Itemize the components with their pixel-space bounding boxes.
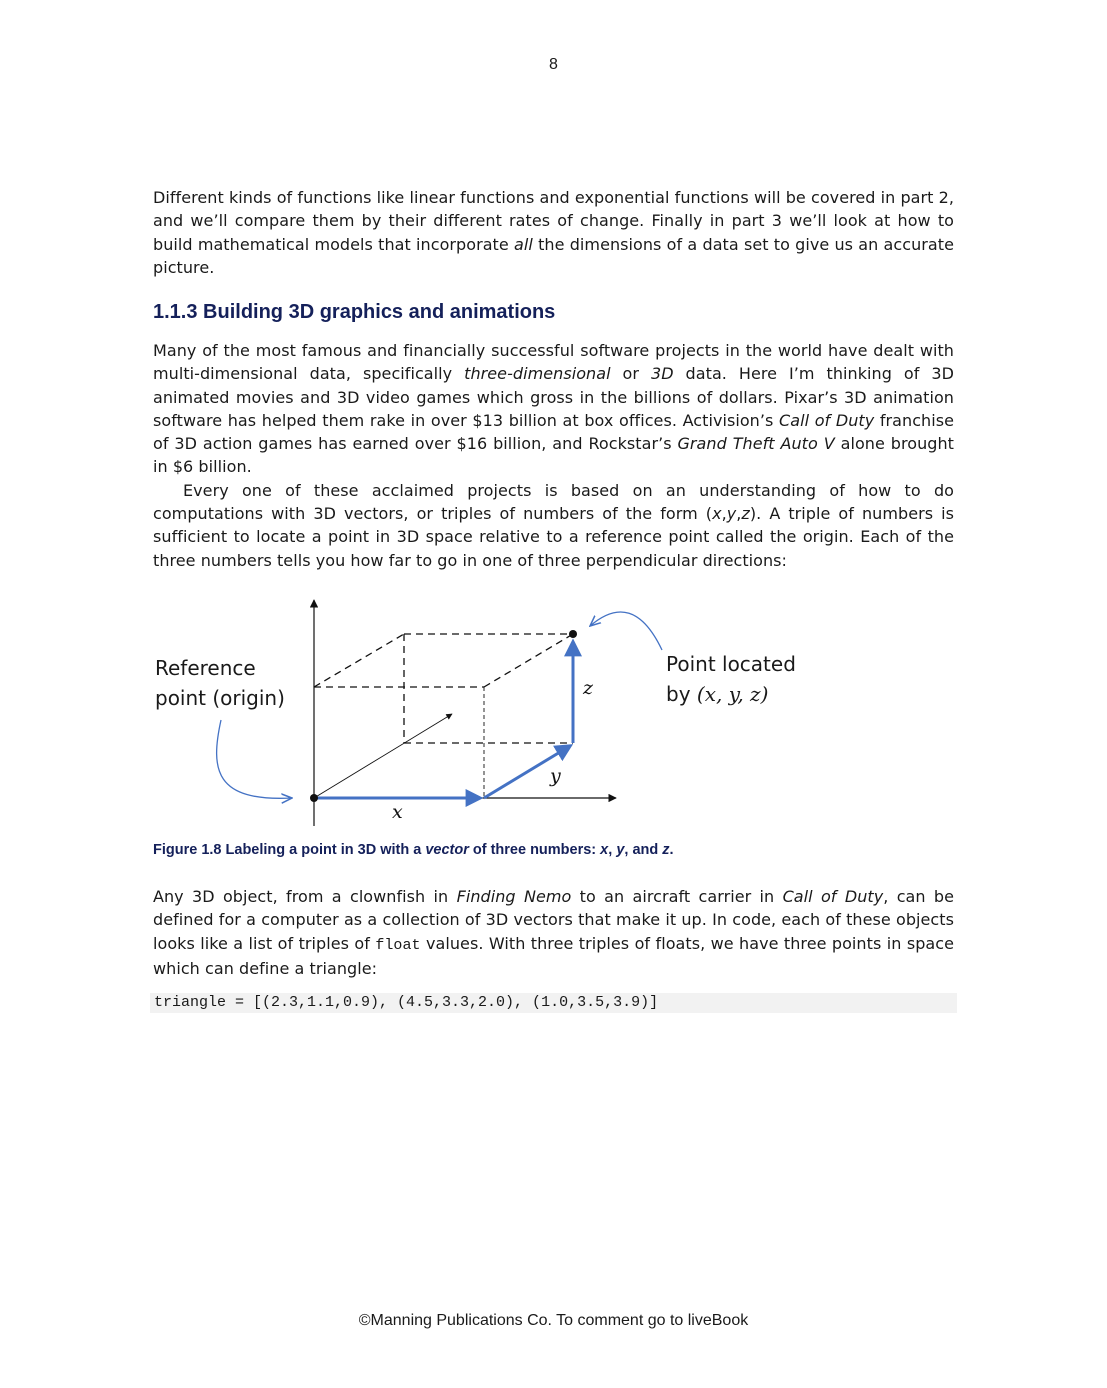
origin-pointer-arrow: [217, 720, 292, 798]
section-heading: 1.1.3 Building 3D graphics and animations: [153, 301, 556, 323]
origin-dot: [310, 794, 318, 802]
paragraph-software-projects: Many of the most famous and financially successful software projects in the world have dealt with multi-dimensional data, specifically three-dimensional or 3D data. Here I’m thinking of 3D animated movies and 3D video games which gross in the billions of dollars. Pixar’s 3D animation software has helped them rake in over $13 billion at box offices. Activision’s Call of Duty franchise of 3D action games has earned over $16 billion, and Rockstar’s Grand Theft Auto V alone brought in $6 billion.: [153, 341, 955, 477]
page-number: 8: [549, 56, 558, 73]
figure-caption: Figure 1.8 Labeling a point in 3D with a vector of three numbers: x, y, and z.: [153, 842, 674, 858]
figure-3d-vector: [150, 590, 810, 839]
paragraph-3d-objects: Any 3D object, from a clownfish in Finding Nemo to an aircraft carrier in Call of Duty, can be defined for a computer as a collection of 3D vectors that make it up. In code, each of these objects looks like a list of triples of float values. With three triples of floats, we have three points in space which can define a triangle:: [153, 887, 955, 978]
code-block-triangle: triangle = [(2.3,1.1,0.9), (4.5,3.3,2.0), (1.0,3.5,3.9)]: [150, 993, 957, 1013]
dashed-box: [314, 634, 573, 798]
label-point-located: Point located by (x, y, z): [666, 652, 796, 706]
axis-depth: [314, 714, 452, 798]
paragraph-3d-vectors: Every one of these acclaimed projects is based on an understanding of how to do computations with 3D vectors, or triples of numbers of the form (x,y,z). A triple of numbers is sufficient to locate a point in 3D space relative to a reference point called the origin. Each of the three numbers tells you how far to go in one of three perpendicular directions:: [153, 480, 955, 570]
point-pointer-arrow: [590, 612, 662, 650]
label-x: x: [392, 801, 403, 823]
label-z: z: [583, 677, 594, 699]
intro-paragraph: Different kinds of functions like linear functions and exponential functions will be covered in part 2, and we’ll compare them by their different rates of change. Finally in part 3 we’ll look at how to build mathematical models that incorporate all the dimensions of a data set to give us an accurate picture.: [153, 188, 954, 277]
label-y: y: [550, 765, 561, 787]
target-point-dot: [569, 630, 577, 638]
body-paragraphs: [153, 339, 954, 572]
label-reference-point: Reference point (origin): [155, 656, 285, 710]
page-footer: ©Manning Publications Co. To comment go to liveBook: [358, 1312, 749, 1329]
